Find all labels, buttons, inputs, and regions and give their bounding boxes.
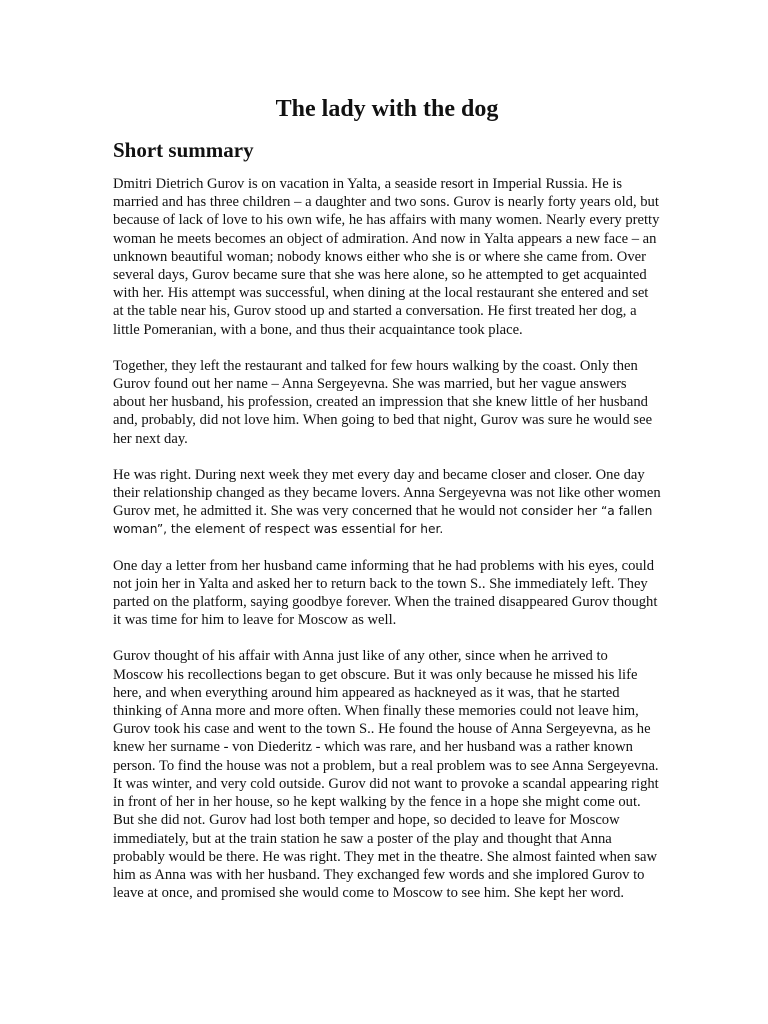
paragraph-3-text: He was right. During next week they met every day and became closer and closer. One day their relationship changed as they became lovers. Anna Sergeyevna was not like other women Gurov met, he admitted it. She was very concerned that he would not (113, 466, 661, 520)
paragraph-3-sans-fragment: consider her “a fallen woman”, the element of respect was essential for her. (113, 504, 653, 537)
paragraph-1: Dmitri Dietrich Gurov is on vacation in Yalta, a seaside resort in Imperial Russia. He is married and has three children – a daughter and two sons. Gurov is nearly forty years old, but because of lack of love to his own wife, he has affairs with many women. Nearly every pretty woman he meets becomes an object of admiration. And now in Yalta appears a new face – an unknown beautiful woman; nobody knows either who she is or where she came from. Over several days, Gurov became sure that she was here alone, so he attempted to get acquainted with her. His attempt was successful, when dining at the local restaurant she entered and set at the table near his, Gurov stood up and started a conversation. He first treated her dog, a little Pomeranian, with a bone, and thus their acquaintance took place. (113, 176, 660, 338)
paragraph-4: One day a letter from her husband came informing that he had problems with his eyes, could not join her in Yalta and asked her to return back to the town S.. She immediately left. They parted on the platform, saying goodbye forever. When the trained disappeared Gurov thought it was time for him to leave for Moscow as well. (113, 557, 658, 629)
paragraph-5: Gurov thought of his affair with Anna just like of any other, since when he arrived to Moscow his recollections began to get obscure. But it was only because he missed his life here, and when everything around him appeared as hackneyed as it was, that he started thinking of Anna more and more often. When finally these memories could not leave him, Gurov took his case and went to the town S.. He found the house of Anna Sergeyevna, as he knew her surname - von Diederitz - which was rare, and her husband was a rather known person. To find the house was not a problem, but a real problem was to see Anna Sergeyevna. It was winter, and very cold outside. Gurov did not want to provoke a scandal appearing right in front of her in her house, so he kept walking by the fence in a hope she might come out. But she did not. Gurov had lost both temper and hope, so decided to leave for Moscow immediately, but at the train station he saw a poster of the play and thought that Anna probably would be there. He was right. They met in the theatre. She almost fainted when saw him as Anna was with her husband. They exchanged few words and she implored Gurov to leave at once, and promised she would come to Moscow to see him. She kept her word. (113, 648, 659, 902)
paragraph-2: Together, they left the restaurant and talked for few hours walking by the coast. Only then Gurov found out her name – Anna Sergeyevna. She was married, but her vague answers about her husband, his profession, created an impression that she knew little of her husband and, probably, did not love him. When going to bed that night, Gurov was sure he would see her next day. (113, 357, 653, 447)
section-heading: Short summary (113, 138, 254, 162)
document-page (113, 94, 661, 902)
paragraph-3 (113, 466, 661, 539)
document-title: The lady with the dog (275, 96, 499, 122)
